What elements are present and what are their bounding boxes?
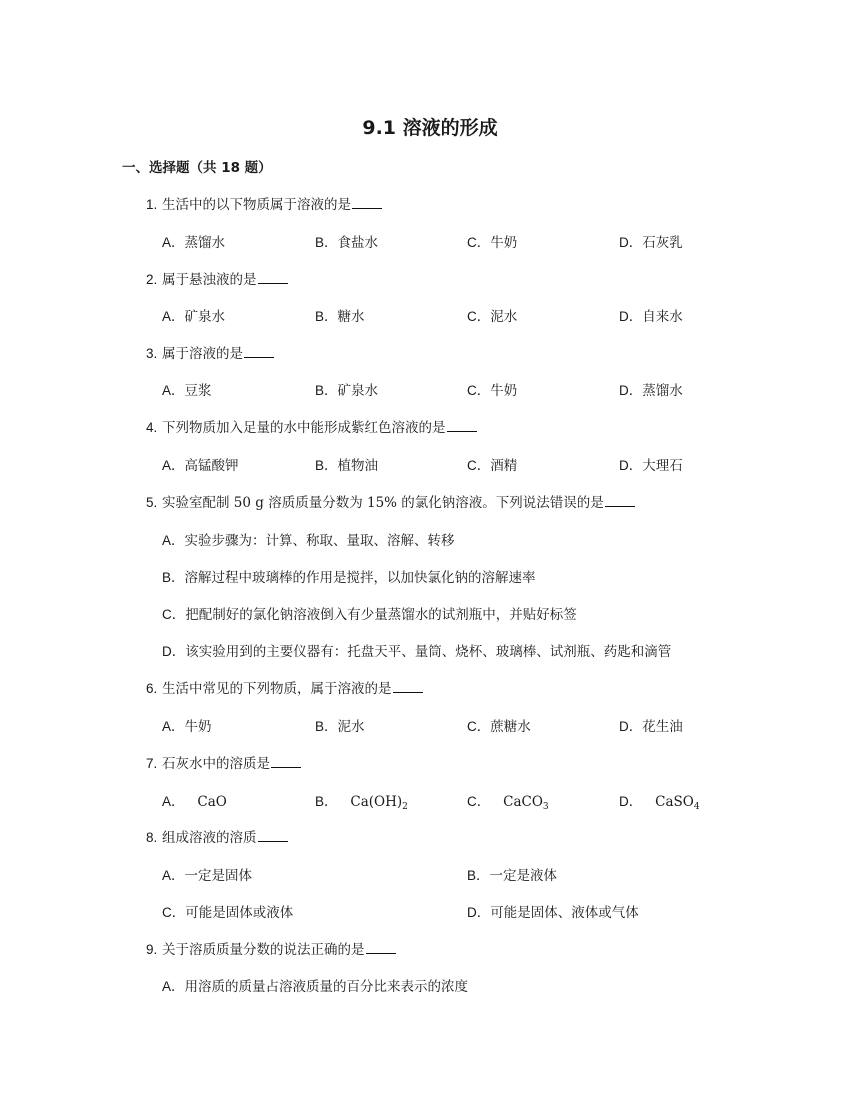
question-text: 关于溶质质量分数的说法正确的是 [162, 942, 365, 958]
option-c: C．可能是固体或液体 [162, 905, 294, 921]
option-d: D．石灰乳 [619, 235, 683, 251]
option-a: A．蒸馏水 [162, 235, 226, 251]
question-1: 1. 生活中的以下物质属于溶液的是 [146, 193, 382, 213]
option-c: C．牛奶 [467, 235, 518, 251]
option-a: A．高锰酸钾 [162, 458, 239, 474]
option-a: A．用溶质的质量占溶液质量的百分比来表示的浓度 [162, 979, 469, 995]
question-text: 下列物质加入足量的水中能形成紫红色溶液的是 [162, 420, 446, 436]
option-a: A．豆浆 [162, 383, 212, 399]
option-d: D．该实验用到的主要仪器有：托盘天平、量筒、烧杯、玻璃棒、试剂瓶、药匙和滴管 [162, 644, 672, 660]
option-b: B．溶解过程中玻璃棒的作用是搅拌，以加快氯化钠的溶解速率 [162, 570, 536, 586]
option-a: A． CaO [162, 794, 227, 810]
question-8: 8. 组成溶液的溶质 [146, 826, 288, 846]
question-2: 2. 属于悬浊液的是 [146, 268, 288, 288]
option-b: B．一定是液体 [467, 868, 558, 884]
question-text: 组成溶液的溶质 [162, 830, 257, 846]
answer-blank [258, 829, 288, 842]
question-5: 5. 实验室配制 50 g 溶质质量分数为 15% 的氯化钠溶液。下列说法错误的是 [146, 491, 635, 511]
question-text: 生活中常见的下列物质，属于溶液的是 [162, 681, 392, 697]
option-a: A．牛奶 [162, 719, 212, 735]
option-d: D．大理石 [619, 458, 683, 474]
question-text: 石灰水中的溶质是 [162, 756, 270, 772]
question-9: 9. 关于溶质质量分数的说法正确的是 [146, 938, 396, 958]
option-c: C． CaCO$_3$ [467, 794, 549, 812]
option-b: B．矿泉水 [315, 383, 379, 399]
answer-blank [244, 345, 274, 358]
option-b: B．食盐水 [315, 235, 379, 251]
option-c: C．泥水 [467, 309, 518, 325]
option-b: B． $Ca(OH)_2$ [315, 794, 408, 812]
answer-blank [271, 755, 301, 768]
question-3: 3. 属于溶液的是 [146, 342, 274, 362]
option-d: D．可能是固体、液体或气体 [467, 905, 639, 921]
option-c: C．酒精 [467, 458, 518, 474]
answer-blank [447, 419, 477, 432]
question-text: 属于溶液的是 [162, 346, 243, 362]
question-7: 7. 石灰水中的溶质是 [146, 752, 301, 772]
option-b: B．植物油 [315, 458, 379, 474]
option-c: C．蔗糖水 [467, 719, 531, 735]
option-b: B．糖水 [315, 309, 365, 325]
option-d: D．自来水 [619, 309, 683, 325]
option-d: D．花生油 [619, 719, 683, 735]
page-title: 9.1 溶液的形成 [362, 117, 498, 139]
option-d: D． CaSO$_4$ [619, 794, 700, 812]
question-4: 4. 下列物质加入足量的水中能形成紫红色溶液的是 [146, 416, 477, 436]
question-text: 实验室配制 50 g 溶质质量分数为 15% 的氯化钠溶液。下列说法错误的是 [162, 495, 604, 511]
question-text: 属于悬浊液的是 [162, 272, 257, 288]
option-a: A．一定是固体 [162, 868, 253, 884]
option-c: C．把配制好的氯化钠溶液倒入有少量蒸馏水的试剂瓶中，并贴好标签 [162, 607, 577, 623]
option-b: B．泥水 [315, 719, 365, 735]
question-6: 6. 生活中常见的下列物质，属于溶液的是 [146, 677, 423, 697]
answer-blank [366, 941, 396, 954]
option-d: D．蒸馏水 [619, 383, 683, 399]
option-a: A．实验步骤为：计算、称取、量取、溶解、转移 [162, 533, 455, 549]
answer-blank [352, 196, 382, 209]
answer-blank [605, 494, 635, 507]
answer-blank [393, 680, 423, 693]
option-c: C．牛奶 [467, 383, 518, 399]
answer-blank [258, 271, 288, 284]
option-a: A．矿泉水 [162, 309, 226, 325]
question-text: 生活中的以下物质属于溶液的是 [162, 197, 351, 213]
section-heading: 一、选择题（共 18 题） [122, 160, 272, 176]
